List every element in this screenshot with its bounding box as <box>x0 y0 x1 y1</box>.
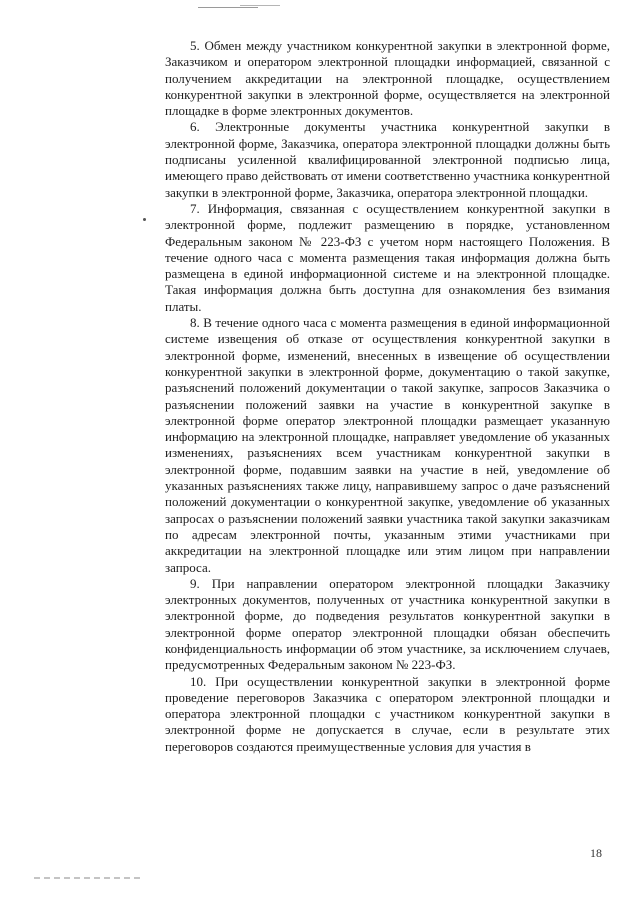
scan-artifact-top-2 <box>240 5 280 6</box>
document-body <box>165 38 610 755</box>
paragraph-8: 8. В течение одного часа с момента размещения в единой информационной системе извещения об отказе от осуществления конкурентной закупки в электронной форме, изменений, внесенных в извещение об осуществлении конкурентной закупки в электронной форме, документацию о такой закупке, разъяснений положений документации о такой закупке, запросов Заказчика о разъяснении положений заявки на участие в конкурентной закупке в электронной форме оператор электронной площадки размещает указанную информацию на электронной площадке, направляет уведомление об указанных изменениях, разъяснениях всем участникам конкурентной закупки в электронной форме, подавшим заявки на участие в ней, уведомление об указанных разъяснениях также лицу, направившему запрос о даче разъяснений положений документации о конкурентной закупке, уведомление об указанных запросах о разъяснении положений заявки участника такой закупки заказчикам по адресам электронной почты, указанным этими участниками при аккредитации на электронной площадке или этим лицом при направлении запроса. <box>165 315 610 575</box>
scan-dot <box>143 218 146 221</box>
paragraph-7: 7. Информация, связанная с осуществлением конкурентной закупки в электронной форме, подлежит размещению в порядке, установленном Федеральным законом № 223-ФЗ с учетом норм настоящего Положения. В течение одного часа с момента размещения такая информация должна быть размещена в единой информационной системе и на электронной площадке. Такая информация должна быть доступна для ознакомления без взимания платы. <box>165 200 610 314</box>
paragraph-9: 9. При направлении оператором электронной площадки Заказчику электронных документов, полученных от участника конкурентной закупки в электронной форме, до подведения результатов конкурентной закупки в электронной форме оператор электронной площадки обязан обеспечить конфиденциальность информации об этом участнике, за исключением случаев, предусмотренных Федеральным законом № 223-ФЗ. <box>165 575 610 673</box>
paragraph-6: 6. Электронные документы участника конкурентной закупки в электронной форме, Заказчика, оператора электронной площадки должны быть подписаны усиленной квалифицированной электронной подписью лица, имеющего право действовать от имени соответственно участника конкурентной закупки в электронной форме, Заказчика, оператора электронной площадки. <box>165 119 610 200</box>
scan-artifact-bottom <box>34 877 144 879</box>
page-number: 18 <box>590 846 602 860</box>
scan-artifact-top <box>198 7 258 8</box>
paragraph-10: 10. При осуществлении конкурентной закупки в электронной форме проведение переговоров Заказчика с оператором электронной площадки и оператора электронной площадки с участником конкурентной закупки в электронной форме не допускается в случае, если в результате этих переговоров создаются преимущественные условия для участия в <box>165 673 610 754</box>
paragraph-5: 5. Обмен между участником конкурентной закупки в электронной форме, Заказчиком и оператором электронной площадки информацией, связанной с получением аккредитации на электронной площадке, осуществлением конкурентной закупки в электронной форме, осуществляется на электронной площадке в форме электронных документов. <box>165 38 610 119</box>
